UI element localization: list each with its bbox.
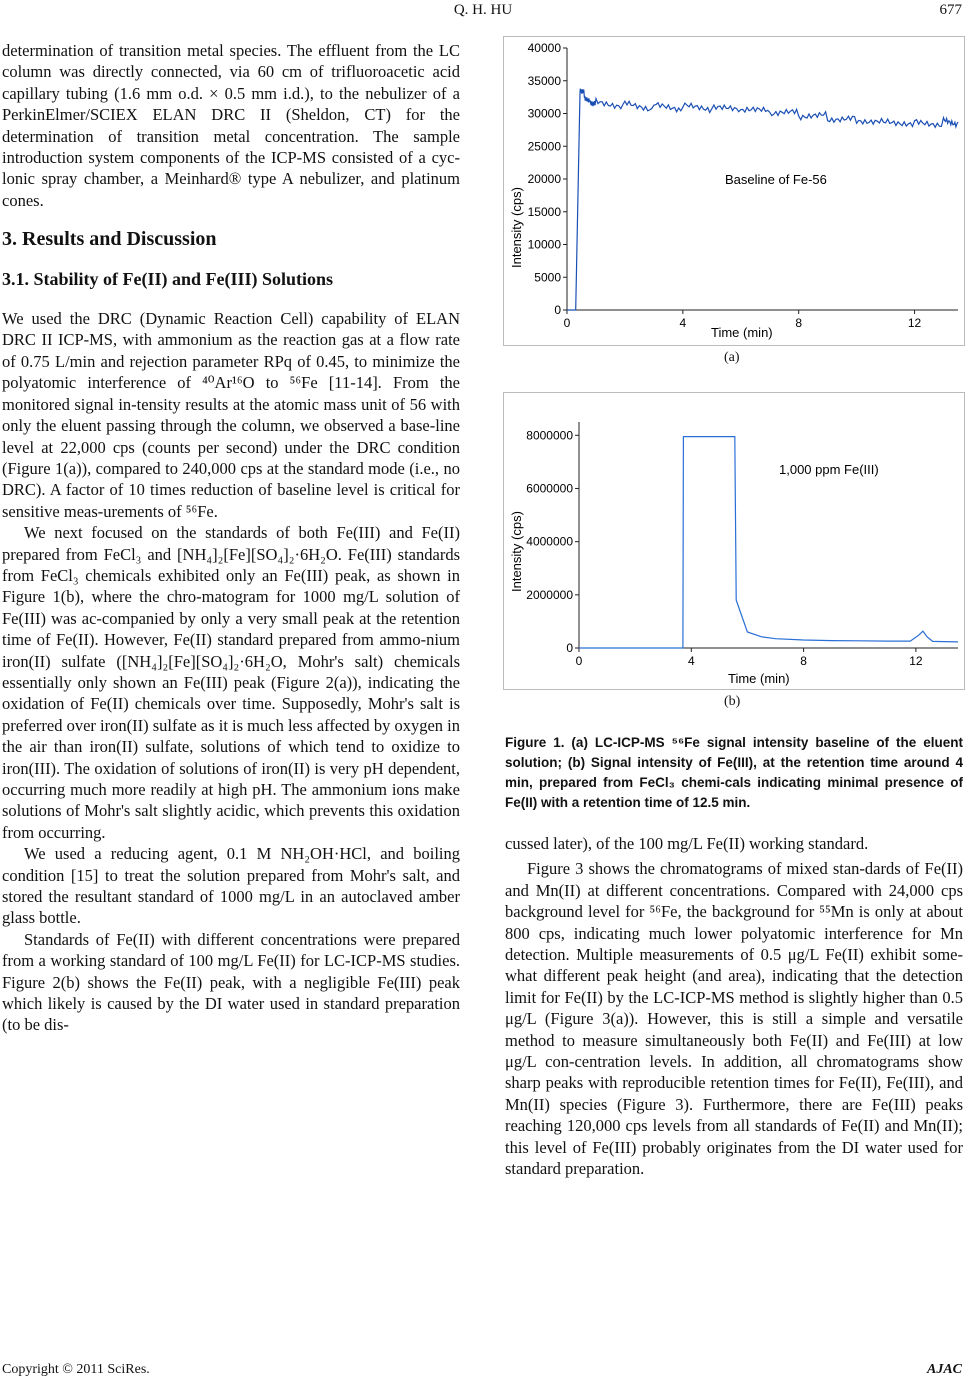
- y-tick-label: 0: [566, 641, 573, 655]
- figure-1b-sublabel: (b): [724, 694, 741, 709]
- paragraph: We used a reducing agent, 0.1 M NH₂OH·HCl, and boiling condition [15] to treat the solution prepared from Mohr's salt, and stored the resultant standard of 1000 mg/L in an autoclaved amber glass bottle.: [2, 844, 460, 928]
- subsection-heading: 3.1. Stability of Fe(II) and Fe(III) Solutions: [2, 268, 334, 289]
- chart-annotation: 1,000 ppm Fe(III): [779, 462, 879, 477]
- y-tick-label: 2000000: [526, 587, 573, 602]
- figure-1-caption: Figure 1. (a) LC-ICP-MS ⁵⁶Fe signal intensity baseline of the eluent solution; (b) Signal intensity of Fe(III), at the retention time around 4 min, prepared from FeCl₃ chemi-cals indicating minimal presence of Fe(II) with a retention time of 12.5 min.: [505, 735, 963, 810]
- paragraph: Figure 3 shows the chromatograms of mixed stan-dards of Fe(II) and Mn(II) at different concentrations. Compared with 24,000 cps background level for ⁵⁶Fe, the background for ⁵⁵Mn is only at about 800 cps, indicating much lower polyatomic interference for Mn detection. Multiple measurements of 0.5 μg/L Fe(II) exhibit some-what different peak height (and area), indicating that the detection limit for Fe(II) by the LC-ICP-MS method is slightly higher than 0.5 μg/L (Figure 3(a)). However, this is still a simple and versatile method to measure simultaneously both Fe(II) and Fe(III) at low μg/L con-centration levels. In addition, all chromatograms show sharp peaks with reproducible retention times for Fe(II), Fe(III), and Mn(II) species (Figure 3). Furthermore, there are Fe(III) peaks reaching 120,000 cps levels from all standards of Fe(II) and Mn(II); this level of Fe(III) probably originates from the DI water used for standard preparation.: [505, 859, 963, 1179]
- y-tick-label: 8000000: [526, 428, 573, 443]
- chart-annotation: Baseline of Fe-56: [725, 172, 827, 187]
- x-tick-label: 4: [679, 316, 687, 330]
- paragraph: Standards of Fe(II) with different concentrations were prepared from a working standard of 100 mg/L Fe(II) for LC-ICP-MS studies. Figure 2(b) shows the Fe(II) peak, with a negligible Fe(III) peak which likely is caused by the DI water used in standard preparation (to be dis-: [2, 929, 460, 1035]
- y-tick-label: 20000: [527, 172, 561, 186]
- x-tick-label: 0: [575, 654, 583, 668]
- y-tick-label: 5000: [534, 270, 561, 285]
- running-header-author: Q. H. HU: [453, 2, 513, 18]
- section-heading: 3. Results and Discussion: [2, 228, 217, 251]
- figure-1a-svg: [503, 36, 965, 346]
- y-axis-label: Intensity (cps): [509, 187, 524, 268]
- paragraph: We next focused on the standards of both Fe(III) and Fe(II) prepared from FeCl₃ and [NH₄]₂[Fe][SO₄]₂·6H₂O. Fe(III) standards from FeCl₃ chemicals exhibited only an Fe(III) peak, as shown in Figure 1(b), where the chro-matogram for 1000 mg/L solution of Fe(III) was ac-companied by only a very small peak at the retention time of Fe(II). However, Fe(II) standard prepared from ammo-nium iron(II) sulfate ([NH₄]₂[Fe][SO₄]₂·6H₂O, Mohr's salt) chemicals essentially only shown an Fe(III) peak (Figure 2(a)), indicating the oxidation of Fe(II) chemicals over time. Supposedly, Mohr's salt is preferred over iron(II) sulfate as it is much less affected by oxygen in the air than iron(II) sulfate, solutions of which tend to oxidize to iron(III). The oxidation of solutions of iron(II) is very pH dependent, occurring much more readily at high pH. The ammonium ions make solutions of Mohr's salt slightly acidic, which prevents this oxidation from occurring.: [2, 523, 460, 842]
- y-tick-label: 40000: [527, 41, 561, 55]
- x-tick-label: 12: [907, 316, 922, 330]
- x-tick-label: 12: [909, 654, 923, 668]
- y-tick-label: 6000000: [526, 481, 573, 496]
- footer-journal: AJAC: [926, 1362, 962, 1377]
- paragraph: We used the DRC (Dynamic Reaction Cell) capability of ELAN DRC II ICP-MS, with ammonium as the reaction gas at a flow rate of 0.75 L/min and rejection parameter RPq of 0.45, to minimize the polyatomic interference of ⁴⁰Ar¹⁶O to ⁵⁶Fe [11-14]. From the monitored signal in-tensity results at the atomic mass unit of 56 with only the eluent passing through the column, we observed a base-line level at 22,000 cps (counts per second) under the DRC condition (Figure 1(a)), compared to 240,000 cps at the standard mode (i.e., no DRC). A factor of 10 times reduction of baseline level is critical for sensitive meas-urements of ⁵⁶Fe.: [2, 309, 460, 521]
- y-tick-label: 35000: [527, 73, 561, 88]
- y-tick-label: 4000000: [526, 534, 573, 549]
- left-column: [2, 40, 460, 1036]
- x-tick-label: 4: [687, 654, 695, 668]
- plot-frame: [504, 37, 965, 346]
- figure-1a-chart: [503, 36, 965, 346]
- figure-1a-sublabel: (a): [724, 350, 740, 365]
- x-axis-label: Time (min): [728, 671, 790, 686]
- x-tick-label: 8: [795, 316, 803, 330]
- paragraph: cussed later), of the 100 mg/L Fe(II) working standard.: [505, 834, 869, 853]
- x-tick-label: 0: [563, 316, 571, 330]
- page-number: 677: [939, 2, 962, 18]
- figure-1b-chart: [503, 392, 965, 690]
- footer-copyright: Copyright © 2011 SciRes.: [2, 1362, 150, 1377]
- y-tick-label: 10000: [527, 237, 561, 252]
- y-tick-label: 25000: [527, 139, 561, 154]
- x-axis-label: Time (min): [711, 325, 773, 340]
- figure-1b-svg: [503, 392, 965, 690]
- y-tick-label: 15000: [527, 204, 561, 219]
- x-tick-label: 8: [800, 654, 807, 668]
- right-column: [505, 833, 963, 1180]
- y-axis-label: Intensity (cps): [509, 511, 524, 592]
- y-tick-label: 30000: [527, 106, 561, 121]
- y-tick-label: 0: [554, 303, 561, 317]
- paragraph: determination of transition metal species. The effluent from the LC column was directly connected, via 60 cm of trifluoroacetic acid capillary tubing (1.6 mm o.d. × 0.5 mm i.d.), to the nebulizer of a PerkinElmer/SCIEX ELAN DRC II (Sheldon, CT) for the determination of transition metal concentration. The sample introduction system components of the ICP-MS consisted of a cyc-lonic spray chamber, a Meinhard® type A nebulizer, and platinum cones.: [2, 41, 460, 210]
